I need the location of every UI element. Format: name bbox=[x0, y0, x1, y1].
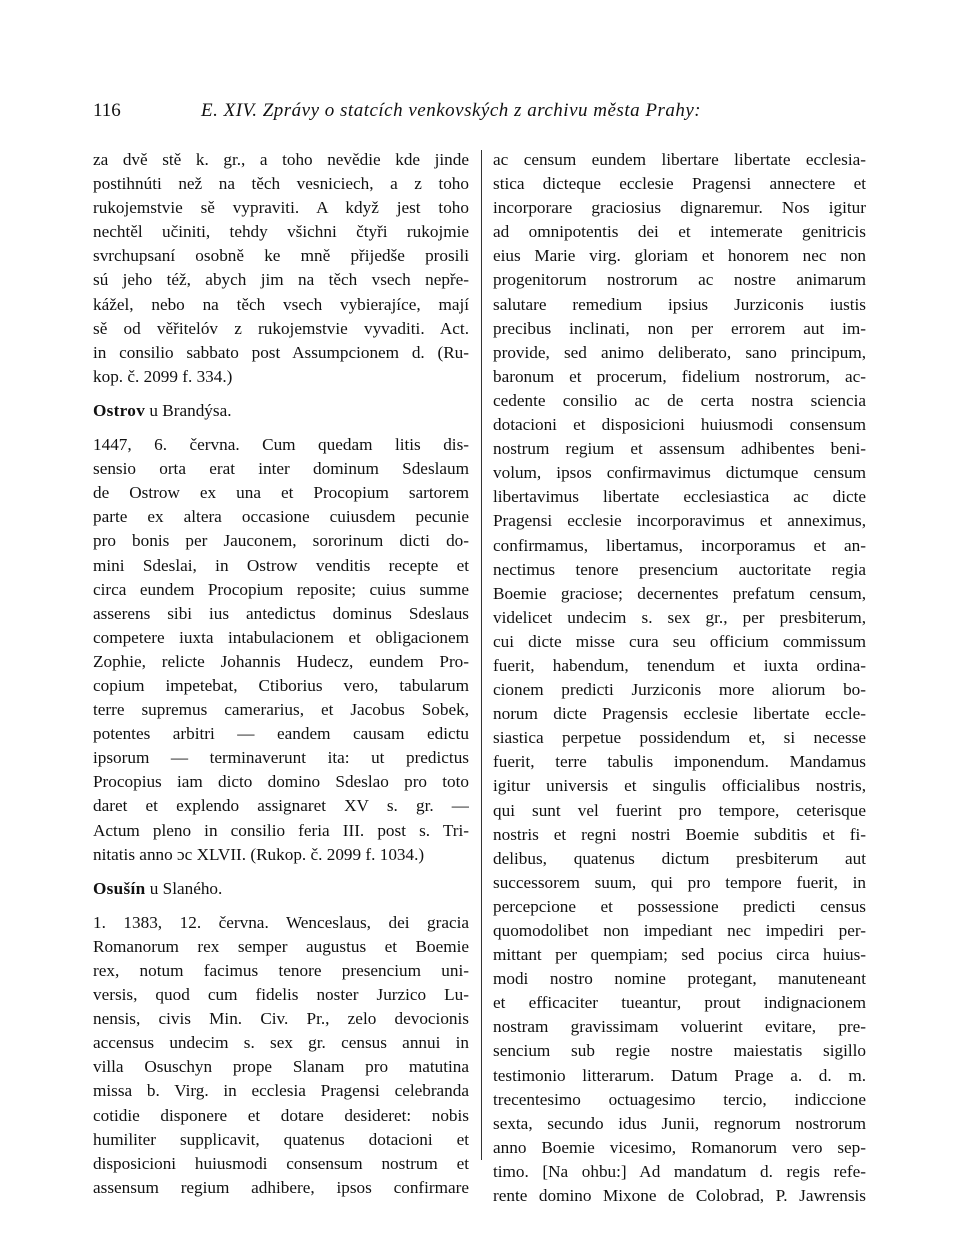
text-line: villa Osuschyn prope Slanam pro matutina bbox=[93, 1057, 469, 1077]
text-line: nostram gravissimam voluerint evitare, pre- bbox=[493, 1017, 866, 1037]
text-line: progenitorum nostrorum ac nostre animarum bbox=[493, 270, 866, 290]
text-line: mittant per quempiam; sed pocius circa huius- bbox=[493, 945, 866, 965]
left-column bbox=[93, 148, 469, 1200]
column-divider bbox=[481, 150, 482, 1160]
text-line: circa eundem Procopium reposite; cuius summe bbox=[93, 579, 469, 599]
text-line: postihnúti než na těch vesniciech, a z toho bbox=[93, 174, 469, 194]
heading-place-name: Osušín bbox=[93, 878, 146, 898]
text-line: et efficaciter tueantur, prout indignacionem bbox=[493, 993, 866, 1013]
text-line: cionem predicti Jurziconis more aliorum bo- bbox=[493, 680, 866, 700]
text-line: confirmamus, libertamus, incorporamus et an- bbox=[493, 535, 866, 555]
text-line: rukojemstvie sě vypraviti. A když jest toho bbox=[93, 198, 469, 218]
text-line: disposicioni huiusmodi consensum nostrum et bbox=[93, 1153, 469, 1173]
text-line: accensus undecim s. sex gr. census annui in bbox=[93, 1033, 469, 1053]
left-block-2 bbox=[93, 433, 469, 867]
text-line: qui sunt vel fuerint pro tempore, ceterisque bbox=[493, 800, 866, 820]
text-line: humiliter supplicavit, quatenus dotacioni et bbox=[93, 1129, 469, 1149]
text-line: sexta, secundo idus Junii, regnorum nostrorum bbox=[493, 1113, 866, 1133]
text-line: stica dicteque ecclesie Pragensi annectere et bbox=[493, 174, 866, 194]
text-line: versis, quod cum fidelis noster Jurzico Lu- bbox=[93, 985, 469, 1005]
text-line: nitatis anno ɔc XLVII. (Rukop. č. 2099 f. 1034.) bbox=[93, 844, 425, 864]
text-line: parte ex altera occasione cuiusdem pecunie bbox=[93, 507, 469, 527]
text-line: 1447, 6. června. Cum quedam litis dis- bbox=[93, 435, 469, 455]
text-line: provide, sed animo deliberato, sano principum, bbox=[493, 342, 866, 362]
text-line: cedente consilio ac de certa nostra sciencia bbox=[493, 390, 866, 410]
right-column bbox=[493, 148, 866, 1208]
page-number: 116 bbox=[93, 100, 121, 121]
text-line: potentes arbitri — eandem causam edictu bbox=[93, 724, 469, 744]
text-line: cui dicte misse cura seu officium commissum bbox=[493, 631, 866, 651]
text-line: quomodolibet non impediant nec impediri per- bbox=[493, 921, 866, 940]
text-line: nostris et regni nostri Boemie subditis et fi- bbox=[493, 824, 866, 844]
text-line: sú jeho též, abych jim na těch vsech nepře- bbox=[93, 270, 469, 290]
text-line: rex, notum facimus tenore presencium uni- bbox=[93, 961, 469, 980]
text-line: za dvě stě k. gr., a toho nevědie kde jinde bbox=[93, 150, 469, 169]
text-line: modi nostro nomine protegant, manuteneant bbox=[493, 969, 866, 989]
text-line: percepcione et possessione predicti census bbox=[493, 896, 866, 916]
text-line: sě od věřitelóv z rukojemstvie vyvaditi. Act. bbox=[93, 318, 469, 338]
text-line: assensum regium adhibere, ipsos confirmare bbox=[93, 1177, 469, 1197]
text-line: missa b. Virg. in ecclesia Pragensi celebranda bbox=[93, 1081, 469, 1101]
text-line: rente domino Mixone de Colobrad, P. Jawrensis bbox=[493, 1186, 866, 1206]
text-line: successorem suum, qui pro tempore fuerit, in bbox=[493, 872, 866, 892]
text-line: Pragensi ecclesie incorporavimus et anneximus, bbox=[493, 511, 866, 531]
text-line: precibus inclinati, non per errorem aut im- bbox=[493, 318, 866, 338]
text-line: siastica perpetue possidendum et, si necesse bbox=[493, 728, 866, 748]
text-line: baronum et procerum, fidelium nostrorum, ac- bbox=[493, 366, 866, 386]
text-line: asserens sibi ius antedictus dominus Sdeslaus bbox=[93, 603, 469, 623]
heading-place-rest: u Brandýsa. bbox=[145, 400, 232, 420]
text-line: ad omnipotentis dei et intemerate genitricis bbox=[493, 222, 866, 242]
text-line: in consilio sabbato post Assumpcionem d. (Ru- bbox=[93, 342, 469, 362]
heading-place-rest: u Slaného. bbox=[145, 878, 223, 898]
text-line: competere iuxta intabulacionem et obligacionem bbox=[93, 627, 469, 647]
text-line: anno Boemie vicesimo, Romanorum vero sep- bbox=[493, 1137, 866, 1157]
text-line: mini Sdeslai, in Ostrow venditis recepte et bbox=[93, 555, 469, 575]
text-line: 1. 1383, 12. června. Wenceslaus, dei gracia bbox=[93, 912, 469, 932]
text-line: nostrum regium et assensum adhibentes beni- bbox=[493, 439, 866, 459]
text-line: Romanorum rex semper augustus et Boemie bbox=[93, 936, 469, 956]
text-line: videlicet undecim s. sex gr., per presbiterum, bbox=[493, 607, 866, 627]
left-block-3 bbox=[93, 911, 469, 1200]
text-line: Procopius iam dicto domino Sdeslao pro toto bbox=[93, 772, 469, 792]
text-line: nensis, civis Min. Civ. Pr., zelo devocionis bbox=[93, 1009, 469, 1029]
section-heading-ostrov bbox=[93, 399, 469, 423]
text-line: de Ostrow ex una et Procopium sartorem bbox=[93, 483, 469, 503]
text-line: delibus, quatenus dictum presbiterum aut bbox=[493, 848, 866, 868]
text-line: nechtěl učiniti, tehdy všichni čtyři rukojmie bbox=[93, 222, 469, 242]
text-line: ac censum eundem libertare libertate ecclesia- bbox=[493, 150, 866, 169]
text-line: libertavimus libertate ecclesiastica ac dicte bbox=[493, 487, 866, 507]
left-block-1 bbox=[93, 148, 469, 389]
section-heading-osusin bbox=[93, 877, 469, 901]
text-line: Zophie, relicte Johannis Hudecz, eundem Pro- bbox=[93, 651, 469, 671]
text-line: volum, ipsos confirmavimus dictumque censum bbox=[493, 463, 866, 483]
text-line: svrchupsaní osobně ke mně přijedše prosili bbox=[93, 246, 469, 266]
text-line: dotacioni et disposicioni huiusmodi consensum bbox=[493, 415, 866, 435]
text-line: copium impetebat, Ctiborius vero, tabularum bbox=[93, 675, 469, 695]
text-line: kop. č. 2099 f. 334.) bbox=[93, 366, 233, 386]
text-line: salutare remedium ipsius Jurziconis iustis bbox=[493, 294, 866, 314]
text-line: norum dicte Pragensis ecclesie libertate eccle- bbox=[493, 704, 866, 724]
running-head: E. XIV. Zprávy o statcích venkovských z archivu města Prahy: bbox=[201, 100, 702, 121]
text-line: pro bonis per Jauconem, sororinum dicti do- bbox=[93, 531, 469, 551]
text-line: fuerit, terre tabulis imponendum. Mandamus bbox=[493, 752, 866, 772]
text-line: ipsorum — terminaverunt ita: ut predictus bbox=[93, 748, 469, 768]
page-header bbox=[93, 100, 869, 128]
text-line: trecentesimo octuagesimo tercio, indiccione bbox=[493, 1089, 866, 1109]
text-line: sensio orta erat inter dominum Sdeslaum bbox=[93, 459, 469, 479]
text-line: Boemie graciose; decernentes prefatum censum, bbox=[493, 583, 866, 603]
text-line: fuerit, habendum, tenendum et iuxta ordina- bbox=[493, 655, 866, 675]
text-line: cotidie disponere et dotare desideret: nobis bbox=[93, 1105, 469, 1125]
text-line: kážel, nebo na těch vsech vybierajíce, mají bbox=[93, 294, 469, 314]
right-block bbox=[493, 148, 866, 1208]
heading-place-name: Ostrov bbox=[93, 400, 146, 420]
text-line: incorporare graciosius dignaremur. Nos igitur bbox=[493, 198, 866, 218]
text-line: terre supremus camerarius, et Jacobus Sobek, bbox=[93, 700, 469, 720]
text-line: nectimus tenore presencium auctoritate regia bbox=[493, 559, 866, 579]
text-line: Actum pleno in consilio feria III. post s. Tri- bbox=[93, 820, 469, 840]
text-line: daret et explendo assignaret XV s. gr. — bbox=[93, 796, 469, 816]
text-line: testimonio litterarum. Datum Prage a. d. m. bbox=[493, 1065, 866, 1085]
text-line: sencium sub regie nostre maiestatis sigillo bbox=[493, 1041, 866, 1061]
text-line: eius Marie virg. gloriam et honorem nec non bbox=[493, 246, 866, 266]
text-line: timo. [Na ohbu:] Ad mandatum d. regis refe- bbox=[493, 1161, 866, 1181]
text-line: igitur universis et singulis officialibus nostris, bbox=[493, 776, 866, 796]
